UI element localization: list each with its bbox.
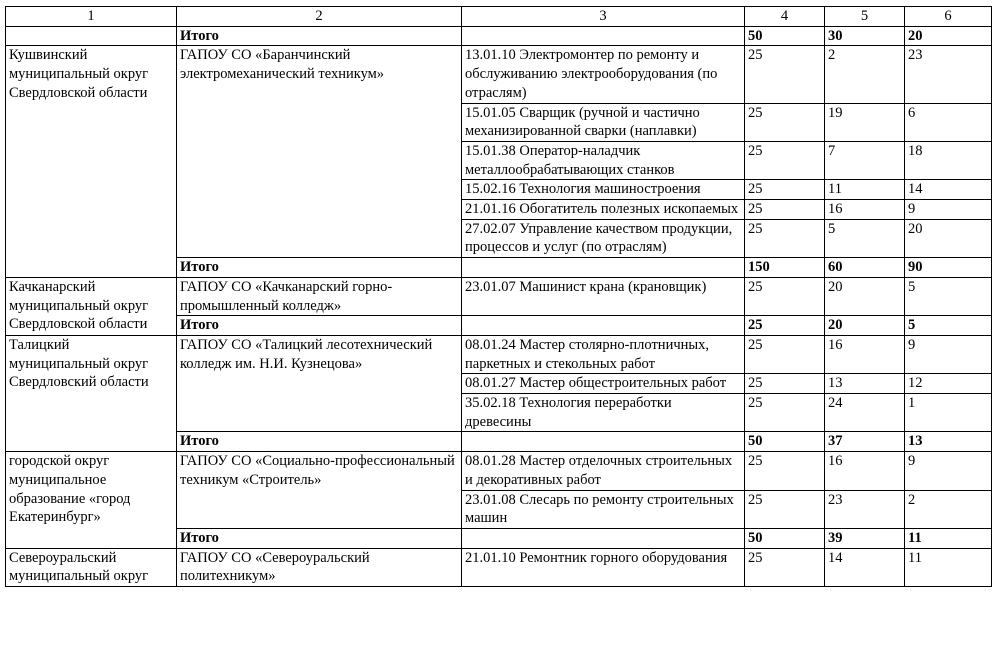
- program-cell: 23.01.07 Машинист крана (крановщик): [462, 277, 745, 315]
- program-cell: 15.01.05 Сварщик (ручной и частично механизированной сварки (наплавки): [462, 103, 745, 141]
- total-label: Итого: [177, 316, 462, 336]
- column-number: 6: [905, 7, 992, 27]
- value-cell: 23: [905, 46, 992, 103]
- value-cell: 14: [825, 548, 905, 586]
- program-cell: 35.02.18 Технология переработки древесины: [462, 394, 745, 432]
- institution-cell: ГАПОУ СО «Баранчинский электромеханический техникум»: [177, 46, 462, 258]
- program-cell: 15.02.16 Технология машиностроения: [462, 180, 745, 200]
- value-cell: 18: [905, 141, 992, 179]
- value-cell: 7: [825, 141, 905, 179]
- value-cell: 25: [745, 548, 825, 586]
- value-cell: 16: [825, 200, 905, 220]
- value-cell: 14: [905, 180, 992, 200]
- total-value: 50: [745, 528, 825, 548]
- district-cell: городской округ муниципальное образование «город Екатеринбург»: [6, 452, 177, 549]
- institution-cell: ГАПОУ СО «Талицкий лесотехнический колледж им. Н.И. Кузнецова»: [177, 335, 462, 432]
- value-cell: 25: [745, 141, 825, 179]
- value-cell: 12: [905, 374, 992, 394]
- table-row: [6, 452, 992, 490]
- program-cell: 27.02.07 Управление качеством продукции, процессов и услуг (по отраслям): [462, 219, 745, 257]
- value-cell: 25: [745, 46, 825, 103]
- district-cell: Кушвинский муниципальный округ Свердловской области: [6, 46, 177, 277]
- value-cell: 25: [745, 335, 825, 373]
- value-cell: 25: [745, 219, 825, 257]
- district-cell: Талицкий муниципальный округ Свердловский области: [6, 335, 177, 451]
- total-value: 50: [745, 432, 825, 452]
- value-cell: 2: [905, 490, 992, 528]
- value-cell: 9: [905, 200, 992, 220]
- program-cell: 21.01.16 Обогатитель полезных ископаемых: [462, 200, 745, 220]
- program-cell: 08.01.24 Мастер столярно-плотничных, паркетных и стекольных работ: [462, 335, 745, 373]
- value-cell: 9: [905, 452, 992, 490]
- total-value: 90: [905, 258, 992, 278]
- column-number: 4: [745, 7, 825, 27]
- value-cell: 19: [825, 103, 905, 141]
- value-cell: 25: [745, 394, 825, 432]
- institution-cell: ГАПОУ СО «Качканарский горно-промышленный колледж»: [177, 277, 462, 315]
- total-label: Итого: [177, 528, 462, 548]
- total-value: 50: [745, 26, 825, 46]
- total-label: Итого: [177, 26, 462, 46]
- allocation-table: [5, 6, 992, 587]
- total-value: 39: [825, 528, 905, 548]
- total-value: 25: [745, 316, 825, 336]
- total-label: Итого: [177, 258, 462, 278]
- value-cell: 9: [905, 335, 992, 373]
- value-cell: 13: [825, 374, 905, 394]
- total-value: 60: [825, 258, 905, 278]
- total-value: 37: [825, 432, 905, 452]
- institution-cell: ГАПОУ СО «Социально-профессиональный техникум «Строитель»: [177, 452, 462, 529]
- value-cell: 25: [745, 277, 825, 315]
- value-cell: 25: [745, 374, 825, 394]
- value-cell: 1: [905, 394, 992, 432]
- program-cell: 15.01.38 Оператор-наладчик металлообрабатывающих станков: [462, 141, 745, 179]
- value-cell: 16: [825, 452, 905, 490]
- total-value: 13: [905, 432, 992, 452]
- value-cell: 11: [825, 180, 905, 200]
- total-value: 150: [745, 258, 825, 278]
- value-cell: 20: [905, 219, 992, 257]
- total-value: 30: [825, 26, 905, 46]
- value-cell: 25: [745, 490, 825, 528]
- total-label: Итого: [177, 432, 462, 452]
- program-cell: 08.01.27 Мастер общестроительных работ: [462, 374, 745, 394]
- total-value: 11: [905, 528, 992, 548]
- value-cell: 16: [825, 335, 905, 373]
- program-cell: 08.01.28 Мастер отделочных строительных и декоративных работ: [462, 452, 745, 490]
- value-cell: 25: [745, 103, 825, 141]
- district-cell: Североуральский муниципальный округ: [6, 548, 177, 586]
- value-cell: 24: [825, 394, 905, 432]
- program-cell: 23.01.08 Слесарь по ремонту строительных машин: [462, 490, 745, 528]
- institution-cell: ГАПОУ СО «Североуральский политехникум»: [177, 548, 462, 586]
- program-cell: 13.01.10 Электромонтер по ремонту и обслуживанию электрооборудования (по отраслям): [462, 46, 745, 103]
- total-value: 5: [905, 316, 992, 336]
- column-number-row: [6, 7, 992, 27]
- column-number: 1: [6, 7, 177, 27]
- value-cell: 5: [905, 277, 992, 315]
- total-row: [6, 26, 992, 46]
- table-row: [6, 548, 992, 586]
- value-cell: 25: [745, 180, 825, 200]
- value-cell: 25: [745, 452, 825, 490]
- column-number: 3: [462, 7, 745, 27]
- value-cell: 23: [825, 490, 905, 528]
- column-number: 5: [825, 7, 905, 27]
- table-row: [6, 335, 992, 373]
- value-cell: 5: [825, 219, 905, 257]
- table-row: [6, 46, 992, 103]
- column-number: 2: [177, 7, 462, 27]
- district-cell: Качканарский муниципальный округ Свердловской области: [6, 277, 177, 335]
- value-cell: 2: [825, 46, 905, 103]
- total-value: 20: [905, 26, 992, 46]
- table-row: [6, 277, 992, 315]
- value-cell: 11: [905, 548, 992, 586]
- total-value: 20: [825, 316, 905, 336]
- value-cell: 20: [825, 277, 905, 315]
- value-cell: 25: [745, 200, 825, 220]
- program-cell: 21.01.10 Ремонтник горного оборудования: [462, 548, 745, 586]
- value-cell: 6: [905, 103, 992, 141]
